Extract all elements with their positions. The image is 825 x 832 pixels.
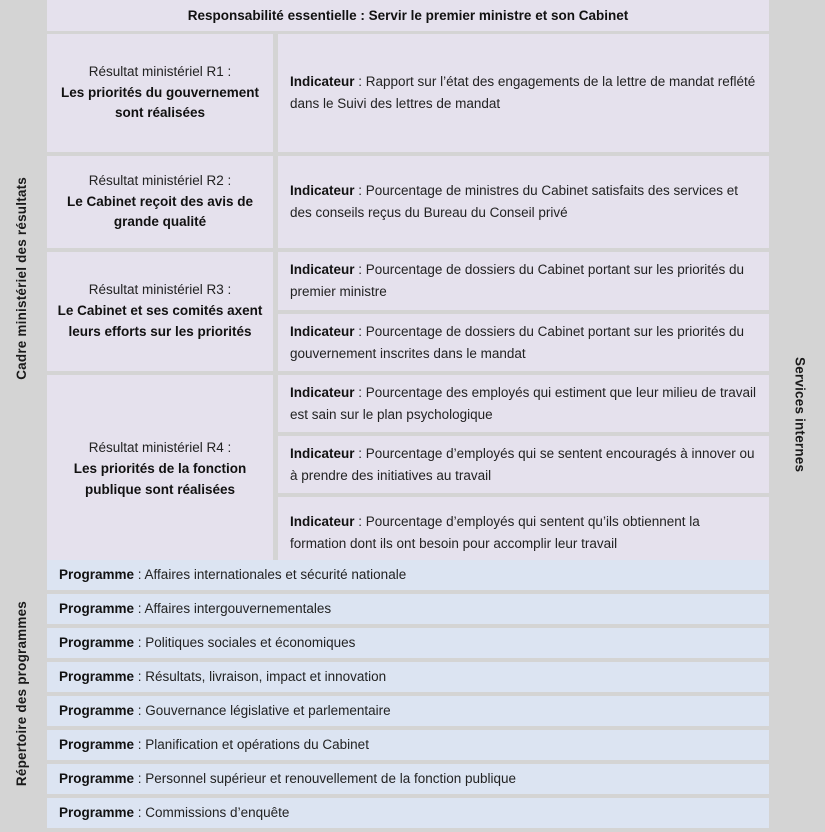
program-separator: :	[134, 737, 146, 753]
indicator-separator: :	[354, 513, 366, 529]
program-name: Affaires intergouvernementales	[144, 601, 332, 617]
program-inventory-list	[47, 560, 769, 832]
indicator-separator: :	[354, 183, 366, 199]
program-separator: :	[134, 635, 146, 651]
indicator-cell	[278, 497, 769, 568]
indicator-prefix-label: Indicateur	[290, 513, 355, 529]
program-text	[59, 770, 516, 788]
program-separator: :	[134, 567, 145, 583]
indicator-cell	[278, 156, 769, 248]
indicator-text	[290, 511, 759, 555]
program-prefix-label: Programme	[59, 737, 135, 753]
program-text	[59, 668, 386, 686]
framework-main-column	[47, 0, 769, 829]
program-name: Gouvernance législative et parlementaire	[145, 703, 391, 719]
indicator-description: Rapport sur l’état des engagements de la lettre de mandat reflété dans le Suivi des lettres de mandat	[290, 74, 756, 111]
side-label-internal-services	[775, 0, 825, 829]
program-prefix-label: Programme	[59, 567, 135, 583]
indicator-text	[290, 259, 759, 303]
indicator-description: Pourcentage d’employés qui sentent qu’ils obtiennent la formation dont ils ont besoin pour accomplir leur travail	[290, 513, 700, 551]
departmental-results-grid	[47, 34, 769, 556]
indicator-description: Pourcentage de dossiers du Cabinet portant sur les priorités du gouvernement inscrites dans le mandat	[290, 323, 744, 361]
program-name: Affaires internationales et sécurité nationale	[144, 567, 407, 583]
indicator-prefix-label: Indicateur	[290, 183, 355, 199]
program-text	[59, 566, 406, 584]
indicator-description: Pourcentage d’employés qui se sentent encouragés à innover ou à prendre des initiatives au travail	[290, 445, 755, 483]
indicator-separator: :	[354, 445, 366, 461]
program-text	[59, 634, 355, 652]
program-row	[47, 730, 769, 760]
program-row	[47, 628, 769, 658]
program-name: Politiques sociales et économiques	[145, 635, 356, 651]
side-label-departmental-results-framework-text: Cadre ministériel des résultats	[13, 176, 29, 380]
program-prefix-label: Programme	[59, 601, 135, 617]
indicator-separator: :	[354, 384, 366, 400]
departmental-result-r3	[47, 252, 273, 371]
indicator-group	[278, 252, 769, 371]
indicator-description: Pourcentage de ministres du Cabinet satisfaits des services et des conseils reçus du Bureau du Conseil privé	[290, 183, 738, 220]
program-row	[47, 560, 769, 590]
side-label-departmental-results-framework	[0, 0, 42, 556]
departmental-result-r2	[47, 156, 273, 248]
departmental-result-row	[47, 34, 769, 152]
program-prefix-label: Programme	[59, 805, 135, 821]
indicator-description: Pourcentage des employés qui estiment que leur milieu de travail est sain sur le plan psychologique	[290, 384, 756, 422]
program-row	[47, 764, 769, 794]
indicator-group	[278, 375, 769, 564]
indicator-text	[290, 382, 759, 426]
result-id-label: Résultat ministériel R2 :	[88, 172, 232, 188]
departmental-result-row	[47, 375, 769, 564]
program-row	[47, 798, 769, 828]
indicator-prefix-label: Indicateur	[290, 262, 355, 278]
indicator-separator: :	[354, 262, 366, 278]
indicator-cell	[278, 34, 769, 152]
side-label-internal-services-text: Services internes	[792, 356, 808, 473]
program-name: Personnel supérieur et renouvellement de la fonction publique	[145, 771, 517, 787]
indicator-prefix-label: Indicateur	[290, 445, 355, 461]
indicator-cell	[278, 252, 769, 310]
program-text	[59, 736, 369, 754]
program-name: Commissions d’enquête	[145, 805, 290, 821]
indicator-text	[290, 180, 759, 224]
indicator-prefix-label: Indicateur	[290, 384, 355, 400]
result-statement: Le Cabinet reçoit des avis de grande qualité	[66, 193, 254, 230]
indicator-group	[278, 34, 769, 152]
program-separator: :	[134, 805, 146, 821]
indicator-prefix-label: Indicateur	[290, 74, 355, 90]
departmental-result-r1	[47, 34, 273, 152]
result-statement: Le Cabinet et ses comités axent leurs efforts sur les priorités	[57, 303, 263, 339]
indicator-cell	[278, 314, 769, 371]
program-prefix-label: Programme	[59, 771, 135, 787]
program-prefix-label: Programme	[59, 703, 135, 719]
departmental-result-row	[47, 156, 769, 248]
indicator-separator: :	[354, 74, 366, 90]
program-prefix-label: Programme	[59, 635, 135, 651]
side-label-program-inventory	[0, 558, 42, 829]
program-separator: :	[134, 669, 146, 685]
result-id-label: Résultat ministériel R1 :	[88, 63, 232, 79]
program-prefix-label: Programme	[59, 669, 135, 685]
program-name: Planification et opérations du Cabinet	[145, 737, 369, 753]
program-separator: :	[134, 771, 146, 787]
program-row	[47, 662, 769, 692]
program-row	[47, 696, 769, 726]
core-responsibility-banner	[47, 0, 769, 31]
indicator-description: Pourcentage de dossiers du Cabinet portant sur les priorités du premier ministre	[290, 262, 744, 299]
departmental-result-row	[47, 252, 769, 371]
program-text	[59, 600, 331, 618]
result-statement: Les priorités de la fonction publique sont réalisées	[73, 461, 247, 497]
program-text	[59, 702, 391, 720]
result-id-label: Résultat ministériel R3 :	[88, 282, 232, 298]
indicator-prefix-label: Indicateur	[290, 323, 355, 339]
program-separator: :	[134, 703, 146, 719]
core-responsibility-title: Responsabilité essentielle : Servir le premier ministre et son Cabinet	[187, 8, 629, 23]
program-row	[47, 594, 769, 624]
side-label-program-inventory-text: Répertoire des programmes	[13, 600, 29, 787]
indicator-text	[290, 321, 759, 365]
indicator-cell	[278, 436, 769, 493]
result-statement: Les priorités du gouvernement sont réalisées	[60, 84, 260, 121]
indicator-text	[290, 71, 759, 115]
result-id-label: Résultat ministériel R4 :	[88, 440, 232, 456]
program-name: Résultats, livraison, impact et innovation	[145, 669, 387, 685]
indicator-cell	[278, 375, 769, 432]
departmental-result-r4	[47, 375, 273, 564]
indicator-group	[278, 156, 769, 248]
indicator-text	[290, 443, 759, 487]
indicator-separator: :	[354, 323, 366, 339]
program-text	[59, 804, 289, 822]
program-separator: :	[134, 601, 145, 617]
